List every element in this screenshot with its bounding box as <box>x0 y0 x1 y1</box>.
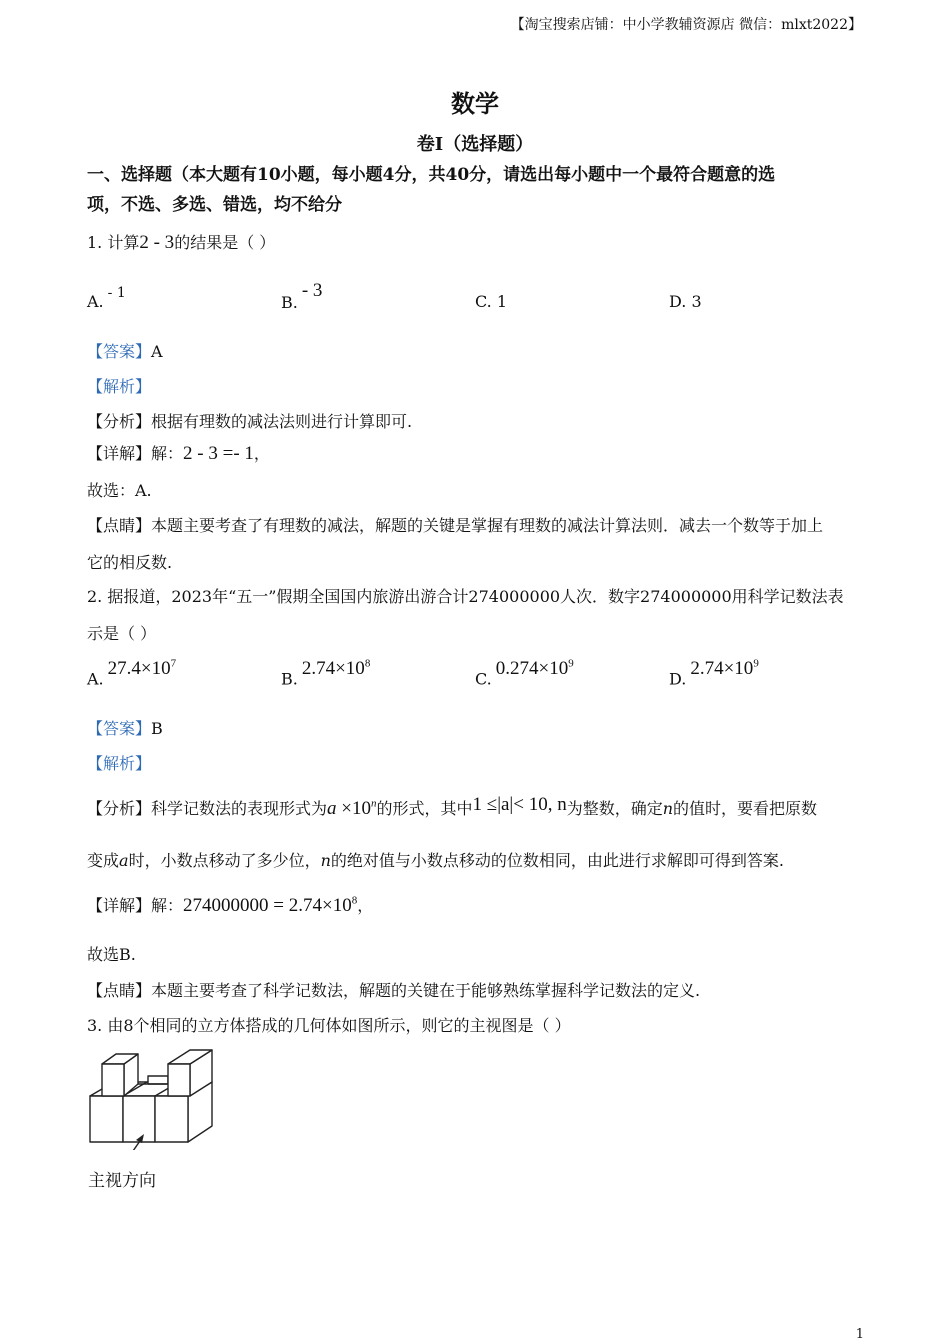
q2-option-a <box>87 658 177 690</box>
q2-option-d <box>669 658 759 690</box>
detail-suffix: ， <box>253 444 270 463</box>
option-letter: A. <box>87 292 104 311</box>
detail-tag: 【详解】 <box>87 896 152 915</box>
detail-expression: 2 - 3 =- 1 <box>183 443 254 464</box>
q3-cube-figure <box>86 1046 236 1150</box>
option-letter: D. <box>669 669 687 689</box>
math-var-a: a <box>119 851 129 870</box>
option-letter: A. <box>87 669 104 689</box>
detail-prefix: 解： <box>151 444 184 463</box>
answer-tag: 【答案】 <box>87 342 152 361</box>
option-value: - 1 <box>107 285 126 301</box>
fenxi-text: 的绝对值与小数点移动的位数相同，由此进行求解即可得到答案. <box>330 851 784 870</box>
q1-option-c <box>475 292 507 311</box>
comment-tag: 【点睛】 <box>87 981 152 1000</box>
q2-fenxi-line2 <box>87 848 784 871</box>
option-letter: C. <box>475 292 492 311</box>
detail-tag: 【详解】 <box>87 444 152 463</box>
section-heading-line1: 一、选择题（本大题有10小题，每小题4分，共40分，请选出每小题中一个最符合题意的选 <box>87 165 776 185</box>
detail-suffix: ， <box>357 896 374 915</box>
math-times-ten: ×10 <box>336 798 371 819</box>
q2-answer <box>87 716 163 739</box>
math-var-n: n <box>371 797 377 810</box>
q1-comment-line2: 它的相反数. <box>87 553 173 572</box>
answer-value: B <box>151 719 163 738</box>
fenxi-text: 为整数，确定 <box>566 799 663 818</box>
q1-option-a <box>87 285 126 311</box>
cube-front-face <box>102 1064 124 1096</box>
fenxi-text: 变成 <box>87 851 120 870</box>
q1-stem-suffix: 的结果是（ ） <box>174 233 276 252</box>
fenxi-text: 的值时，要看把原数 <box>673 799 818 818</box>
detail-prefix: 解： <box>151 896 184 915</box>
document-title: 数学 <box>451 89 499 118</box>
option-base: 0.274×10 <box>495 658 569 680</box>
math-var-n: n <box>662 799 674 818</box>
option-value: 1 <box>496 292 508 311</box>
q3-stem: 3. 由8个相同的立方体搭成的几何体如图所示，则它的主视图是（ ） <box>87 1016 571 1035</box>
q2-option-c <box>475 658 574 690</box>
header-note: 【淘宝搜索店铺：中小学教辅资源店 微信：mlxt2022】 <box>510 17 862 33</box>
q1-stem <box>87 230 275 254</box>
q2-detail <box>87 893 373 917</box>
q1-analysis-tag: 【解析】 <box>87 377 152 396</box>
comment-tag: 【点睛】 <box>87 516 152 535</box>
option-exponent: 9 <box>568 658 574 670</box>
option-base: 2.74×10 <box>690 658 754 680</box>
q1-stem-expression: 2 - 3 <box>139 232 175 253</box>
cube-front-face <box>155 1096 188 1142</box>
math-range: 1 ≤|a|< 10, n <box>472 794 567 815</box>
q1-answer <box>87 339 163 362</box>
detail-expression: 274000000 = 2.74×10 <box>183 895 352 916</box>
q2-choose: 故选B. <box>87 945 136 964</box>
option-exponent: 8 <box>364 658 371 670</box>
q1-comment-line1 <box>87 513 823 536</box>
comment-text: 本题主要考查了有理数的减法，解题的关键是掌握有理数的减法计算法则．减去一个数等于加上 <box>151 516 824 535</box>
section-heading-line2: 项，不选、多选、错选，均不给分 <box>87 195 342 215</box>
fenxi-text: 的形式，其中 <box>376 799 473 818</box>
cube-front-face <box>123 1096 155 1142</box>
q2-analysis-tag: 【解析】 <box>87 754 152 773</box>
q1-option-d <box>669 292 702 311</box>
option-letter: B. <box>281 669 298 689</box>
answer-value: A <box>151 342 163 361</box>
fenxi-text: 根据有理数的减法法则进行计算即可. <box>151 412 413 431</box>
fenxi-text: 科学记数法的表现形式为 <box>151 799 328 818</box>
math-var-n: n <box>320 851 331 870</box>
option-letter: C. <box>475 669 492 689</box>
q1-fenxi <box>87 409 412 432</box>
q3-figure-caption: 主视方向 <box>88 1171 156 1191</box>
option-value: - 3 <box>301 280 323 301</box>
option-exponent: 9 <box>753 658 759 670</box>
q2-option-b <box>281 658 371 690</box>
fenxi-tag: 【分析】 <box>87 412 152 431</box>
fenxi-text: 时，小数点移动了多少位， <box>128 851 321 870</box>
fenxi-tag: 【分析】 <box>87 799 152 818</box>
option-letter: B. <box>281 293 298 312</box>
option-exponent: 7 <box>170 658 177 670</box>
answer-tag: 【答案】 <box>87 719 152 738</box>
paper-part-title: 卷Ⅰ（选择题） <box>416 134 534 155</box>
option-base: 2.74×10 <box>301 658 365 680</box>
option-letter: D. <box>669 292 687 311</box>
option-value: 3 <box>691 292 702 311</box>
q1-option-b <box>281 280 323 314</box>
q1-detail <box>87 441 270 465</box>
math-var-a: a <box>327 798 337 819</box>
option-base: 27.4×10 <box>107 658 171 680</box>
q2-fenxi-line1 <box>87 796 817 820</box>
q2-stem-line2: 示是（ ） <box>87 624 157 643</box>
q1-stem-prefix: 1. 计算 <box>87 233 140 252</box>
comment-text: 本题主要考查了科学记数法，解题的关键在于能够熟练掌握科学记数法的定义. <box>151 981 701 1000</box>
detail-exponent: 8 <box>351 894 358 907</box>
cube-front-face <box>90 1096 123 1142</box>
page-number: 1 <box>855 1327 864 1342</box>
q1-choose: 故选：A. <box>87 481 152 500</box>
q2-stem-line1: 2. 据报道，2023年“五一”假期全国国内旅游出游合计274000000人次．数字274000000用科学记数法表 <box>87 587 844 606</box>
cube-front-face <box>168 1064 190 1096</box>
q2-comment <box>87 978 700 1001</box>
